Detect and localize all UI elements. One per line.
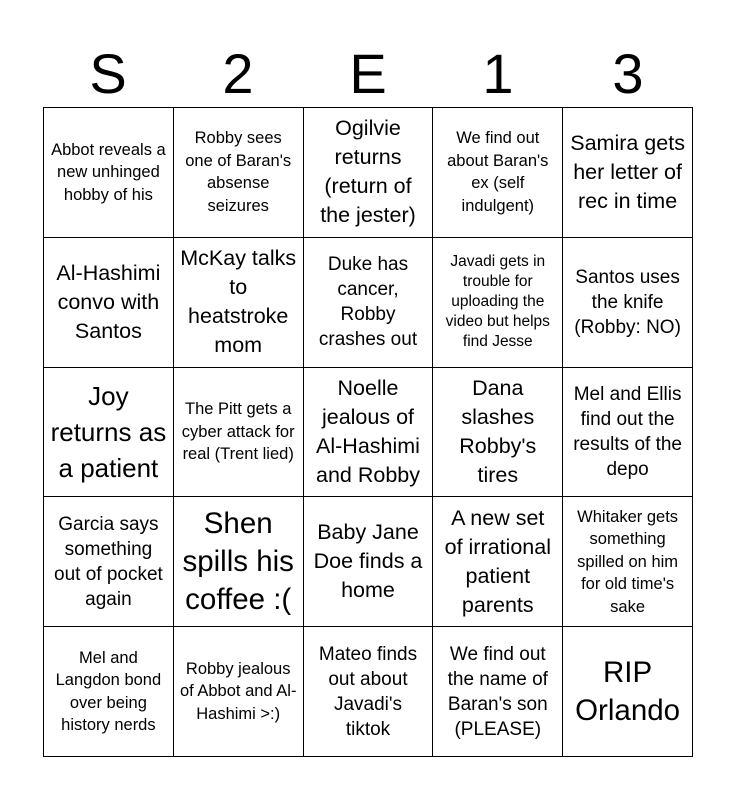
bingo-cell[interactable]: Noelle jealous of Al-Hashimi and Robby	[304, 368, 434, 498]
bingo-cell[interactable]: Baby Jane Doe finds a home	[304, 497, 434, 627]
bingo-cell[interactable]: We find out about Baran's ex (self indulgent)	[433, 108, 563, 238]
title-letter: 3	[612, 42, 644, 105]
bingo-cell[interactable]: Whitaker gets something spilled on him for old time's sake	[563, 497, 693, 627]
bingo-cell[interactable]: Shen spills his coffee :(	[174, 497, 304, 627]
bingo-cell[interactable]: Robby jealous of Abbot and Al-Hashimi >:)	[174, 627, 304, 757]
bingo-cell[interactable]: A new set of irrational patient parents	[433, 497, 563, 627]
bingo-cell[interactable]: Joy returns as a patient	[44, 368, 174, 498]
bingo-cell[interactable]: McKay talks to heatstroke mom	[174, 238, 304, 368]
bingo-board	[43, 107, 693, 757]
bingo-cell[interactable]: RIP Orlando	[563, 627, 693, 757]
bingo-title	[43, 40, 693, 108]
bingo-cell[interactable]: The Pitt gets a cyber attack for real (Trent lied)	[174, 368, 304, 498]
bingo-cell[interactable]: Al-Hashimi convo with Santos	[44, 238, 174, 368]
title-letter: 2	[222, 42, 254, 105]
bingo-cell[interactable]: Dana slashes Robby's tires	[433, 368, 563, 498]
bingo-cell[interactable]: We find out the name of Baran's son (PLEASE)	[433, 627, 563, 757]
bingo-cell[interactable]: Mel and Ellis find out the results of the depo	[563, 368, 693, 498]
bingo-cell[interactable]: Garcia says something out of pocket again	[44, 497, 174, 627]
bingo-cell[interactable]: Robby sees one of Baran's absense seizures	[174, 108, 304, 238]
bingo-cell[interactable]: Mateo finds out about Javadi's tiktok	[304, 627, 434, 757]
bingo-cell[interactable]: Ogilvie returns (return of the jester)	[304, 108, 434, 238]
title-letter: E	[349, 42, 387, 105]
bingo-cell[interactable]: Javadi gets in trouble for uploading the video but helps find Jesse	[433, 238, 563, 368]
bingo-cell[interactable]: Samira gets her letter of rec in time	[563, 108, 693, 238]
bingo-cell[interactable]: Duke has cancer, Robby crashes out	[304, 238, 434, 368]
title-letter: 1	[482, 42, 514, 105]
bingo-cell[interactable]: Abbot reveals a new unhinged hobby of his	[44, 108, 174, 238]
title-letter: S	[89, 42, 127, 105]
bingo-cell[interactable]: Santos uses the knife (Robby: NO)	[563, 238, 693, 368]
bingo-cell[interactable]: Mel and Langdon bond over being history nerds	[44, 627, 174, 757]
